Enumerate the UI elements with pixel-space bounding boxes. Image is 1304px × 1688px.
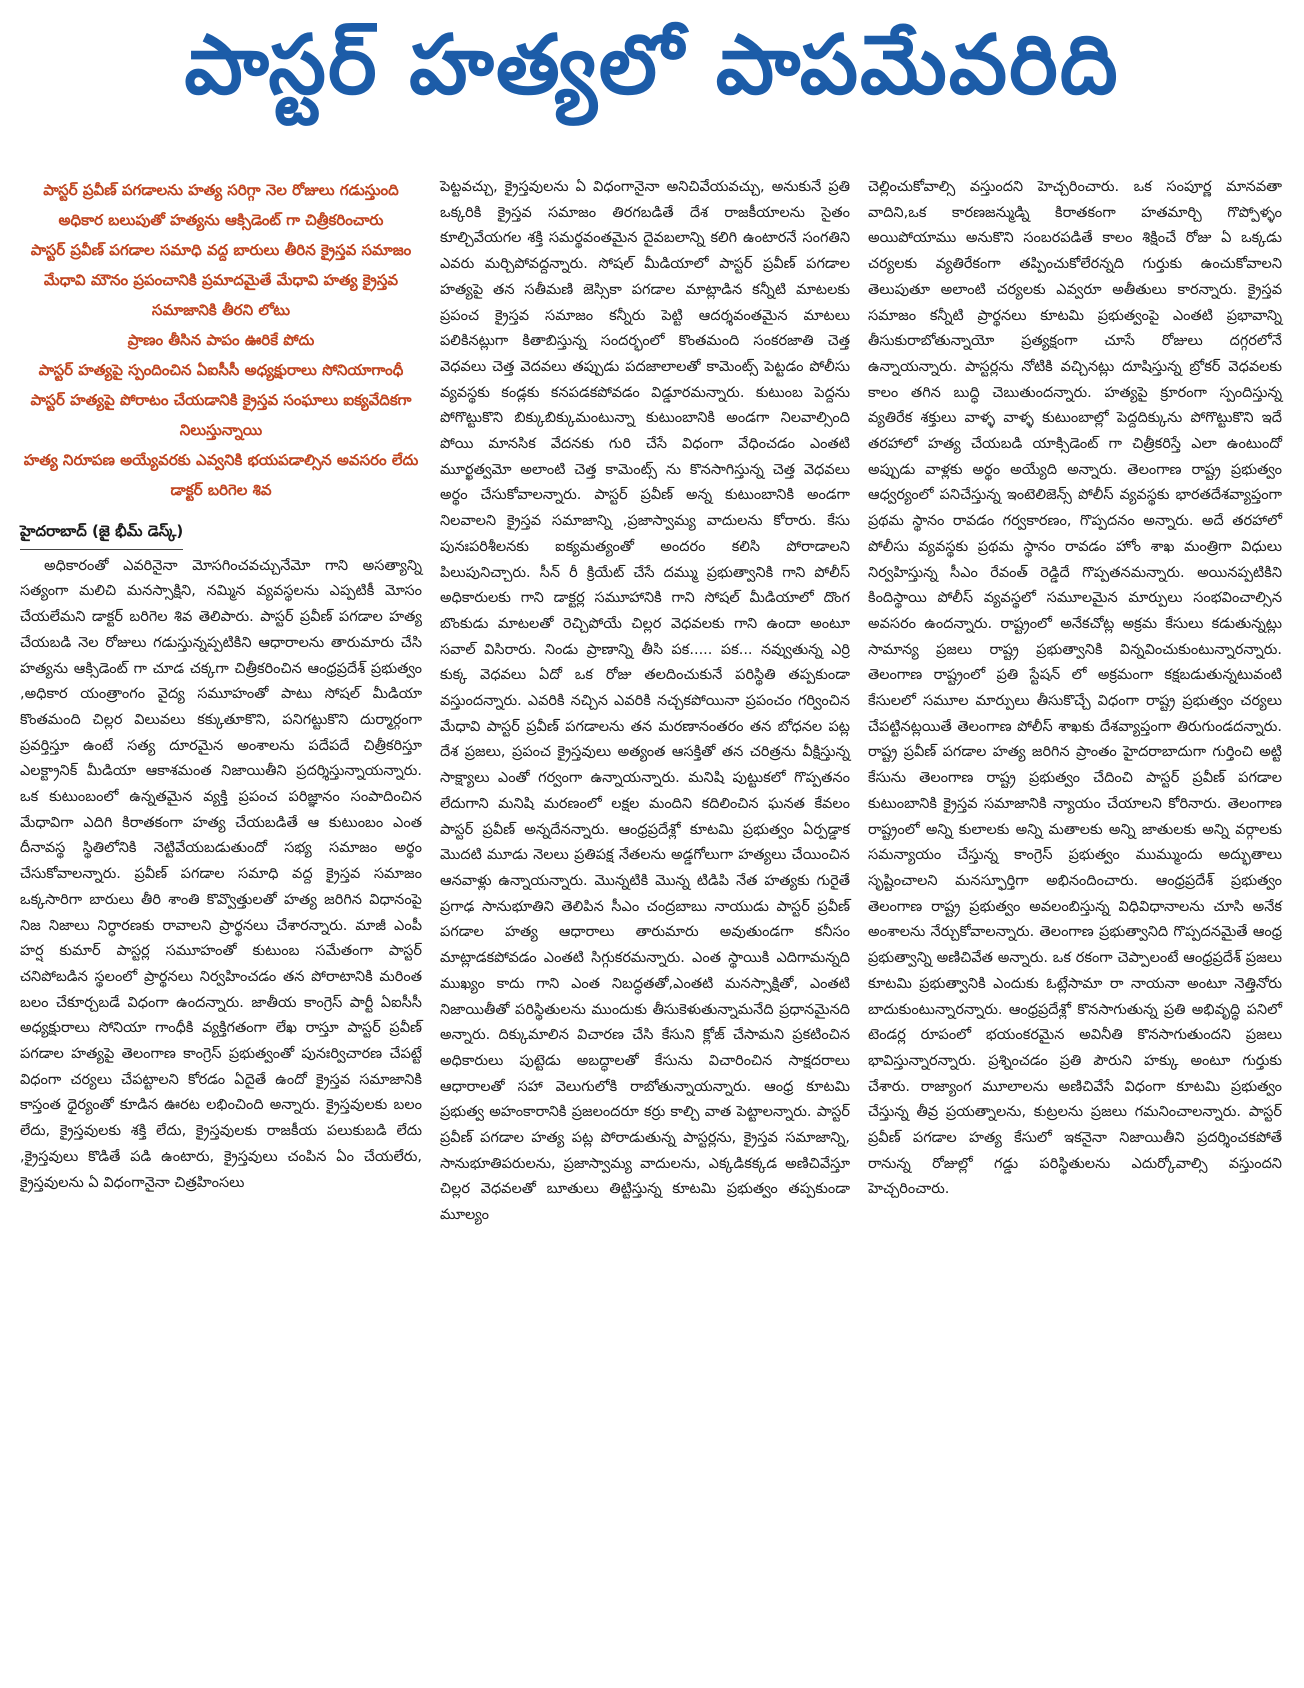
highlight-line: పాస్టర్ హత్యపై స్పందించిన ఏఐసీసీ అధ్యక్షురాలు సోనియాగాంధీ — [38, 361, 404, 379]
highlight-line: హత్య నిరూపణ అయ్యేవరకు ఎవ్వనికి భయపడాల్సిన అవసరం లేదు — [23, 451, 419, 469]
article-body-col3: చెల్లించుకోవాల్సి వస్తుందని హెచ్చరించారు. ఒక సంపూర్ణ మానవతా వాదిని,ఒక కారణజన్ముడ్ని కిరాతకంగా హతమార్చి గొప్పోళ్ళం అయిపోయాము అనుకొని సంబరపడితే కాలం శిక్షించే రోజు ఏ ఒక్కడు చర్యలకు వ్యతిరేకంగా తప్పించుకోలేరన్నది గుర్తుకు ఉంచుకోవాలని తెలుపుతూ అలాంటి చర్యలకు ఎవ్వరూ అతీతులు కారన్నారు. క్రైస్తవ సమాజం కన్నీటి ప్రార్థనలు కూటమి ప్రభుత్వంపై ఎంతటి ప్రభావాన్ని తీసుకురాబోతున్నాయో ప్రత్యక్షంగా చూసే రోజులు దగ్గరలోనే ఉన్నాయన్నారు. పాస్టర్లను నోటికి వచ్చినట్లు దూషిస్తున్న బ్రోకర్ వెధవలకు కాలం తగిన బుద్ధి చెబుతుందన్నారు. హత్యపై క్రూరంగా స్పందిస్తున్న వ్యతిరేక శక్తులు వాళ్ళ వాళ్ళ కుటుంబాల్లో పెద్దదిక్కును పోగొట్టుకొని ఇదే తరహాలో హత్య చేయబడి యాక్సిడెంట్ గా చిత్రీకరిస్తే ఎలా ఉంటుందో అప్పుడు వాళ్లకు అర్థం అయ్యేది అన్నారు. తెలంగాణ రాష్ట్ర ప్రభుత్వం ఆధ్వర్యంలో పనిచేస్తున్న ఇంటెలిజెన్స్ పోలీస్ వ్యవస్థకు భారతదేశవ్యాప్తంగా ప్రథమ స్థానం రావడం గర్వకారణం, గొప్పదనం అన్నారు. అదే తరహాలో పోలీసు వ్యవస్థకు ప్రథమ స్థానం రావడం హోం శాఖ మంత్రిగా విధులు నిర్వహిస్తున్న సీఎం రేవంత్ రెడ్డిదే గొప్పతనమన్నారు. అయినప్పటికిని కిందిస్థాయి పోలీస్ వ్యవస్థలో సమూలమైన మార్పులు సంభవించాల్సిన అవసరం ఉందన్నారు. రాష్ట్రంలో అనేకచోట్ల అక్రమ కేసులు కడుతున్నట్లు సామాన్య ప్రజలు రాష్ట్ర ప్రభుత్వానికి విన్నవించుకుంటున్నారన్నారు. తెలంగాణ రాష్ట్రంలో ప్రతి స్టేషన్ లో అక్రమంగా కక్షబడుతున్నటువంటి కేసులలో సమూల మార్పులు తీసుకొచ్చే విధంగా రాష్ట్ర ప్రభుత్వం చర్యలు చేపట్టినట్లయితే తెలంగాణ పోలీస్ శాఖకు దేశవ్యాప్తంగా తిరుగుండదన్నారు. రాష్ట్ర ప్రవీణ్ పగడాల హత్య జరిగిన ప్రాంతం హైదరాబాదుగా గుర్తించి అట్టి కేసును తెలంగాణ రాష్ట్ర ప్రభుత్వం చేదించి పాస్టర్ ప్రవీణ్ పగడాల కుటుంబానికి క్రైస్తవ సమాజానికి న్యాయం చేయాలని కోరినారు. తెలంగాణ రాష్ట్రంలో అన్ని కులాలకు అన్ని మతాలకు అన్ని జాతులకు అన్ని వర్గాలకు సమన్యాయం చేస్తున్న కాంగ్రెస్ ప్రభుత్వం ముమ్ముందు అద్భుతాలు సృష్టించాలని మనస్ఫూర్తిగా అభినందించారు. ఆంధ్రప్రదేశ్ ప్రభుత్వం తెలంగాణ రాష్ట్ర ప్రభుత్వం అవలంబిస్తున్న విధివిధానాలను చూసి అనేక అంశాలను నేర్చుకోవాలన్నారు. తెలంగాణ ప్రభుత్వానిది గొప్పదనమైతే ఆంధ్ర ప్రభుత్వాన్ని అణిచివేత అన్నారు. ఒక రకంగా చెప్పాలంటే ఆంధ్రప్రదేశ్ ప్రజలు కూటమి ప్రభుత్వానికి ఎందుకు ఓట్లేసామా రా నాయనా అంటూ నెత్తినోరు బాదుకుంటున్నారన్నారు. ఆంధ్రప్రదేశ్లో కొనసాగుతున్న ప్రతి అభివృద్ధి పనిలో టెండర్ల రూపంలో భయంకరమైన అవినీతి కొనసాగుతుందని ప్రజలు భావిస్తున్నారన్నారు. ప్రశ్నించడం ప్రతి పౌరుని హక్కు అంటూ గుర్తుకు చేశారు. రాజ్యాంగ మూలాలను అణిచివేసే విధంగా కూటమి ప్రభుత్వం చేస్తున్న తీవ్ర ప్రయత్నాలను, కుట్రలను ప్రజలు గమనించాలన్నారు. పాస్టర్ ప్రవీణ్ పగడాల హత్య కేసులో ఇకనైనా నిజాయితీని ప్రదర్శించకపోతే రానున్న రోజుల్లో గడ్డు పరిస్థితులను ఎదుర్కోవాల్సి వస్తుందని హెచ్చరించారు. — [868, 179, 1282, 1198]
highlight-line: పాస్టర్ హత్యపై పోరాటం చేయడానికి క్రైస్తవ సంఘాలు ఐక్యవేదికగా నిలుస్తున్నాయి — [30, 391, 412, 439]
highlight-line: డాక్టర్ బరిగెల శివ — [170, 481, 272, 499]
highlight-line: అధికార బలుపుతో హత్యను ఆక్సిడెంట్ గా చిత్రీకరించారు — [58, 211, 384, 229]
highlight-line: పాస్టర్ ప్రవీణ్ పగడాలను హత్య సరిగ్గా నెల రోజులు గడుస్తుంది — [43, 181, 399, 199]
highlights-box — [20, 175, 422, 505]
highlight-line: పాస్టర్ ప్రవీణ్ పగడాల సమాధి వద్ద బారులు తీరిన క్రైస్తవ సమాజం — [30, 241, 412, 259]
article-body-col1: అధికారంతో ఎవరినైనా మోసగించవచ్చునేమో గాని అసత్యాన్ని సత్యంగా మలిచి మనస్సాక్షిని, నమ్మిన వ్యవస్థలను ఎప్పటికీ మోసం చేయలేమని డాక్టర్ బరిగెల శివ తెలిపారు. పాస్టర్ ప్రవీణ్ పగడాల హత్య చేయబడి నెల రోజులు గడుస్తున్నప్పటికిని ఆధారాలను తారుమారు చేసి హత్యను ఆక్సిడెంట్ గా చూడ చక్కగా చిత్రీకరించిన ఆంధ్రప్రదేశ్ ప్రభుత్వం ,అధికార యంత్రాంగం వైద్య సమూహంతో పాటు సోషల్ మీడియా కొంతమంది చిల్లర విలువలు కక్కుతూకొని, పనిగట్టుకొని దుర్మార్గంగా ప్రవర్తిస్తూ ఉంటే సత్య దూరమైన అంశాలను పదేపదే చిత్రీకరిస్తూ ఎలక్ట్రానిక్ మీడియా ఆకాశమంత నిజాయితీని ప్రదర్శిస్తున్నాయన్నారు. ఒక కుటుంబంలో ఉన్నతమైన వ్యక్తి ప్రపంచ పరిజ్ఞానం సంపాదించిన మేధావిగా ఎదిగి కిరాతకంగా హత్య చేయబడితే ఆ కుటుంబం ఎంత దీనావస్థ స్థితిలోనికి నెట్టివేయబడుతుందో సభ్య సమాజం అర్థం చేసుకోవాలన్నారు. ప్రవీణ్ పగడాల సమాధి వద్ద క్రైస్తవ సమాజం ఒక్కసారిగా బారులు తీరి శాంతి కొవ్వొత్తులతో హత్య జరిగిన విధానంపై నిజ నిజాలు నిర్ధారణకు రావాలని ప్రార్థనలు చేశారన్నారు. మాజీ ఎంపీ హర్ష కుమార్ పాస్టర్ల సమూహంతో కుటుంబ సమేతంగా పాస్టర్ చనిపోబడిన స్థలంలో ప్రార్థనలు నిర్వహించడం తన పోరాటానికి మరింత బలం చేకూర్చబడే విధంగా ఉందన్నారు. జాతీయ కాంగ్రెస్ పార్టీ ఏఐసీసీ అధ్యక్షురాలు సోనియా గాంధీకి వ్యక్తిగతంగా లేఖ రాస్తూ పాస్టర్ ప్రవీణ్ పగడాల హత్యపై తెలంగాణ కాంగ్రెస్ ప్రభుత్వంతో పునఃర్విచారణ చేపట్టే విధంగా చర్యలు చేపట్టాలని కోరడం ఏదైతే ఉందో క్రైస్తవ సమాజానికి కాస్తంత ధైర్యంతో కూడిన ఊరట లభించింది అన్నారు. క్రైస్తవులకు బలం లేదు, క్రైస్తవులకు శక్తి లేదు, క్రైస్తవులకు రాజకీయ పలుకుబడి లేదు ,క్రైస్తవులు కొడితే పడి ఉంటారు, క్రైస్తవులు చంపిన ఏం చేయలేరు, క్రైస్తవులను ఏ విధంగానైనా చిత్రహింసలు — [20, 557, 422, 1191]
article-body-col2: పెట్టవచ్చు, క్రైస్తవులను ఏ విధంగానైనా అనిచివేయవచ్చు, అనుకునే ప్రతి ఒక్కరికి క్రైస్తవ సమాజం తిరగబడితే దేశ రాజకీయాలను సైతం కూల్చివేయగల శక్తి సమర్థవంతమైన దైవబలాన్ని కలిగి ఉంటారనే సంగతిని ఎవరు మర్చిపోవద్దన్నారు. సోషల్ మీడియాలో పాస్టర్ ప్రవీణ్ పగడాల హత్యపై తన సతీమణి జెస్సికా పగడాల మాట్లాడిన కన్నీటి మాటలకు ప్రపంచ క్రైస్తవ సమాజం కన్నీరు పెట్టి ఆదర్శవంతమైన మాటలు పలికినట్లుగా కితాబిస్తున్న సందర్భంలో కొంతమంది సంకరజాతి చెత్త వెధవలు చెత్త వెదవలు తప్పుడు పదజాలాలతో కామెంట్స్ పెట్టడం పోలీసు వ్యవస్థకు కండ్లకు కనపడకపోవడం విడ్డూరమన్నారు. కుటుంబ పెద్దను పోగొట్టుకొని బిక్కుబిక్కుమంటున్నా కుటుంబానికి అండగా నిలవాల్సింది పోయి మానసిక వేదనకు గురి చేసే విధంగా వేధించడం ఎంతటి మూర్ఖత్వమో అలాంటి చెత్త కామెంట్స్ ను కొనసాగిస్తున్న చెత్త వెధవలు అర్థం చేసుకోవాలన్నారు. పాస్టర్ ప్రవీణ్ అన్న కుటుంబానికి అండగా నిలవాలని క్రైస్తవ సమాజాన్ని ,ప్రజాస్వామ్య వాదులను కోరారు. కేసు పునఃపరిశీలనకు ఐక్యమత్యంతో అందరం కలిసి పోరాడాలని పిలుపునిచ్చారు. సీన్ రీ క్రియేట్ చేసే దమ్ము ప్రభుత్వానికి గాని పోలీస్ అధికారులకు గాని డాక్టర్ల సమూహానికి గాని సోషల్ మీడియాలో దొంగ బొంకుడు మాటలతో రెచ్చిపోయే చిల్లర వెధవలకు గాని ఉందా అంటూ సవాల్ విసిరారు. నిండు ప్రాణాన్ని తీసి పక..... పక... నవ్వుతున్న ఎర్రి కుక్క వెధవలు ఏదో ఒక రోజు తలదించుకునే పరిస్థితి తప్పకుండా వస్తుందన్నారు. ఎవరికి నచ్చిన ఎవరికి నచ్చకపోయినా ప్రపంచం గర్వించిన మేధావి పాస్టర్ ప్రవీణ్ పగడాలను తన మరణానంతరం తన బోధనల పట్ల దేశ ప్రజలు, ప్రపంచ క్రైస్తవులు అత్యంత ఆసక్తితో తన చరిత్రను వీక్షిస్తున్న సాక్ష్యాలు ఎంతో గర్వంగా ఉన్నాయన్నారు. మనిషి పుట్టుకలో గొప్పతనం లేదుగాని మనిషి మరణంలో లక్షల మందిని కదిలించిన ఘనత కేవలం పాస్టర్ ప్రవీణ్ అన్నదేనన్నారు. ఆంధ్రప్రదేశ్లో కూటమి ప్రభుత్వం ఏర్పడ్డాక మొదటి మూడు నెలలు ప్రతిపక్ష నేతలను అడ్డగోలుగా హత్యలు చేయించిన ఆనవాళ్లు ఉన్నాయన్నారు. మొన్నటికి మొన్న టిడిపి నేత హత్యకు గురైతే ప్రగాఢ సానుభూతిని తెలిపిన సీఎం చంద్రబాబు నాయుడు పాస్టర్ ప్రవీణ్ పగడాల హత్య ఆధారాలు తారుమారు అవుతుండగా కనీసం మాట్లాడకపోవడం ఎంతటి సిగ్గుకరమన్నారు. ఎంత స్థాయికి ఎదిగామన్నది ముఖ్యం కాదు గాని ఎంత నిబద్ధతతో,ఎంతటి మనస్సాక్షితో, ఎంతటి నిజాయితీతో పరిస్థితులను ముందుకు తీసుకెళుతున్నామనేది ప్రధానమైనది అన్నారు. దిక్కుమాలిన విచారణ చేసి కేసుని క్లోజ్ చేసామని ప్రకటించిన అధికారులు పుట్టెడు అబద్ధాలతో కేసును విచారించిన సాక్షదరాలు ఆధారాలతో సహా వెలుగులోకి రాబోతున్నాయన్నారు. ఆంధ్ర కూటమి ప్రభుత్వ అహంకారానికి ప్రజలందరూ కర్రు కాల్చి వాత పెట్టాలన్నారు. పాస్టర్ ప్రవీణ్ పగడాల హత్య పట్ల పోరాడుతున్న పాస్టర్లను, క్రైస్తవ సమాజాన్ని, సానుభూతిపరులను, ప్రజాస్వామ్య వాదులను, ఎక్కడికక్కడ అణిచివేస్తూ చిల్లర వెధవలతో బూతులు తిట్టిస్తున్న కూటమి ప్రభుత్వం తప్పకుండా మూల్యం — [440, 179, 850, 1224]
column-2 — [440, 175, 850, 1229]
highlight-line: మేధావి మౌనం ప్రపంచానికి ప్రమాదమైతే మేధావి హత్య క్రైస్తవ సమాజానికి తీరని లోటు — [43, 271, 399, 319]
column-3 — [868, 175, 1282, 1203]
headline: పాస్టర్ హత్యలో పాపమేవరిది — [184, 17, 1120, 113]
column-1 — [20, 175, 422, 1196]
dateline: హైదరాబాద్ (జై భీమ్ డెస్క్) — [20, 519, 183, 550]
highlight-line: ప్రాణం తీసిన పాపం ఊరికే పోదు — [127, 331, 315, 349]
